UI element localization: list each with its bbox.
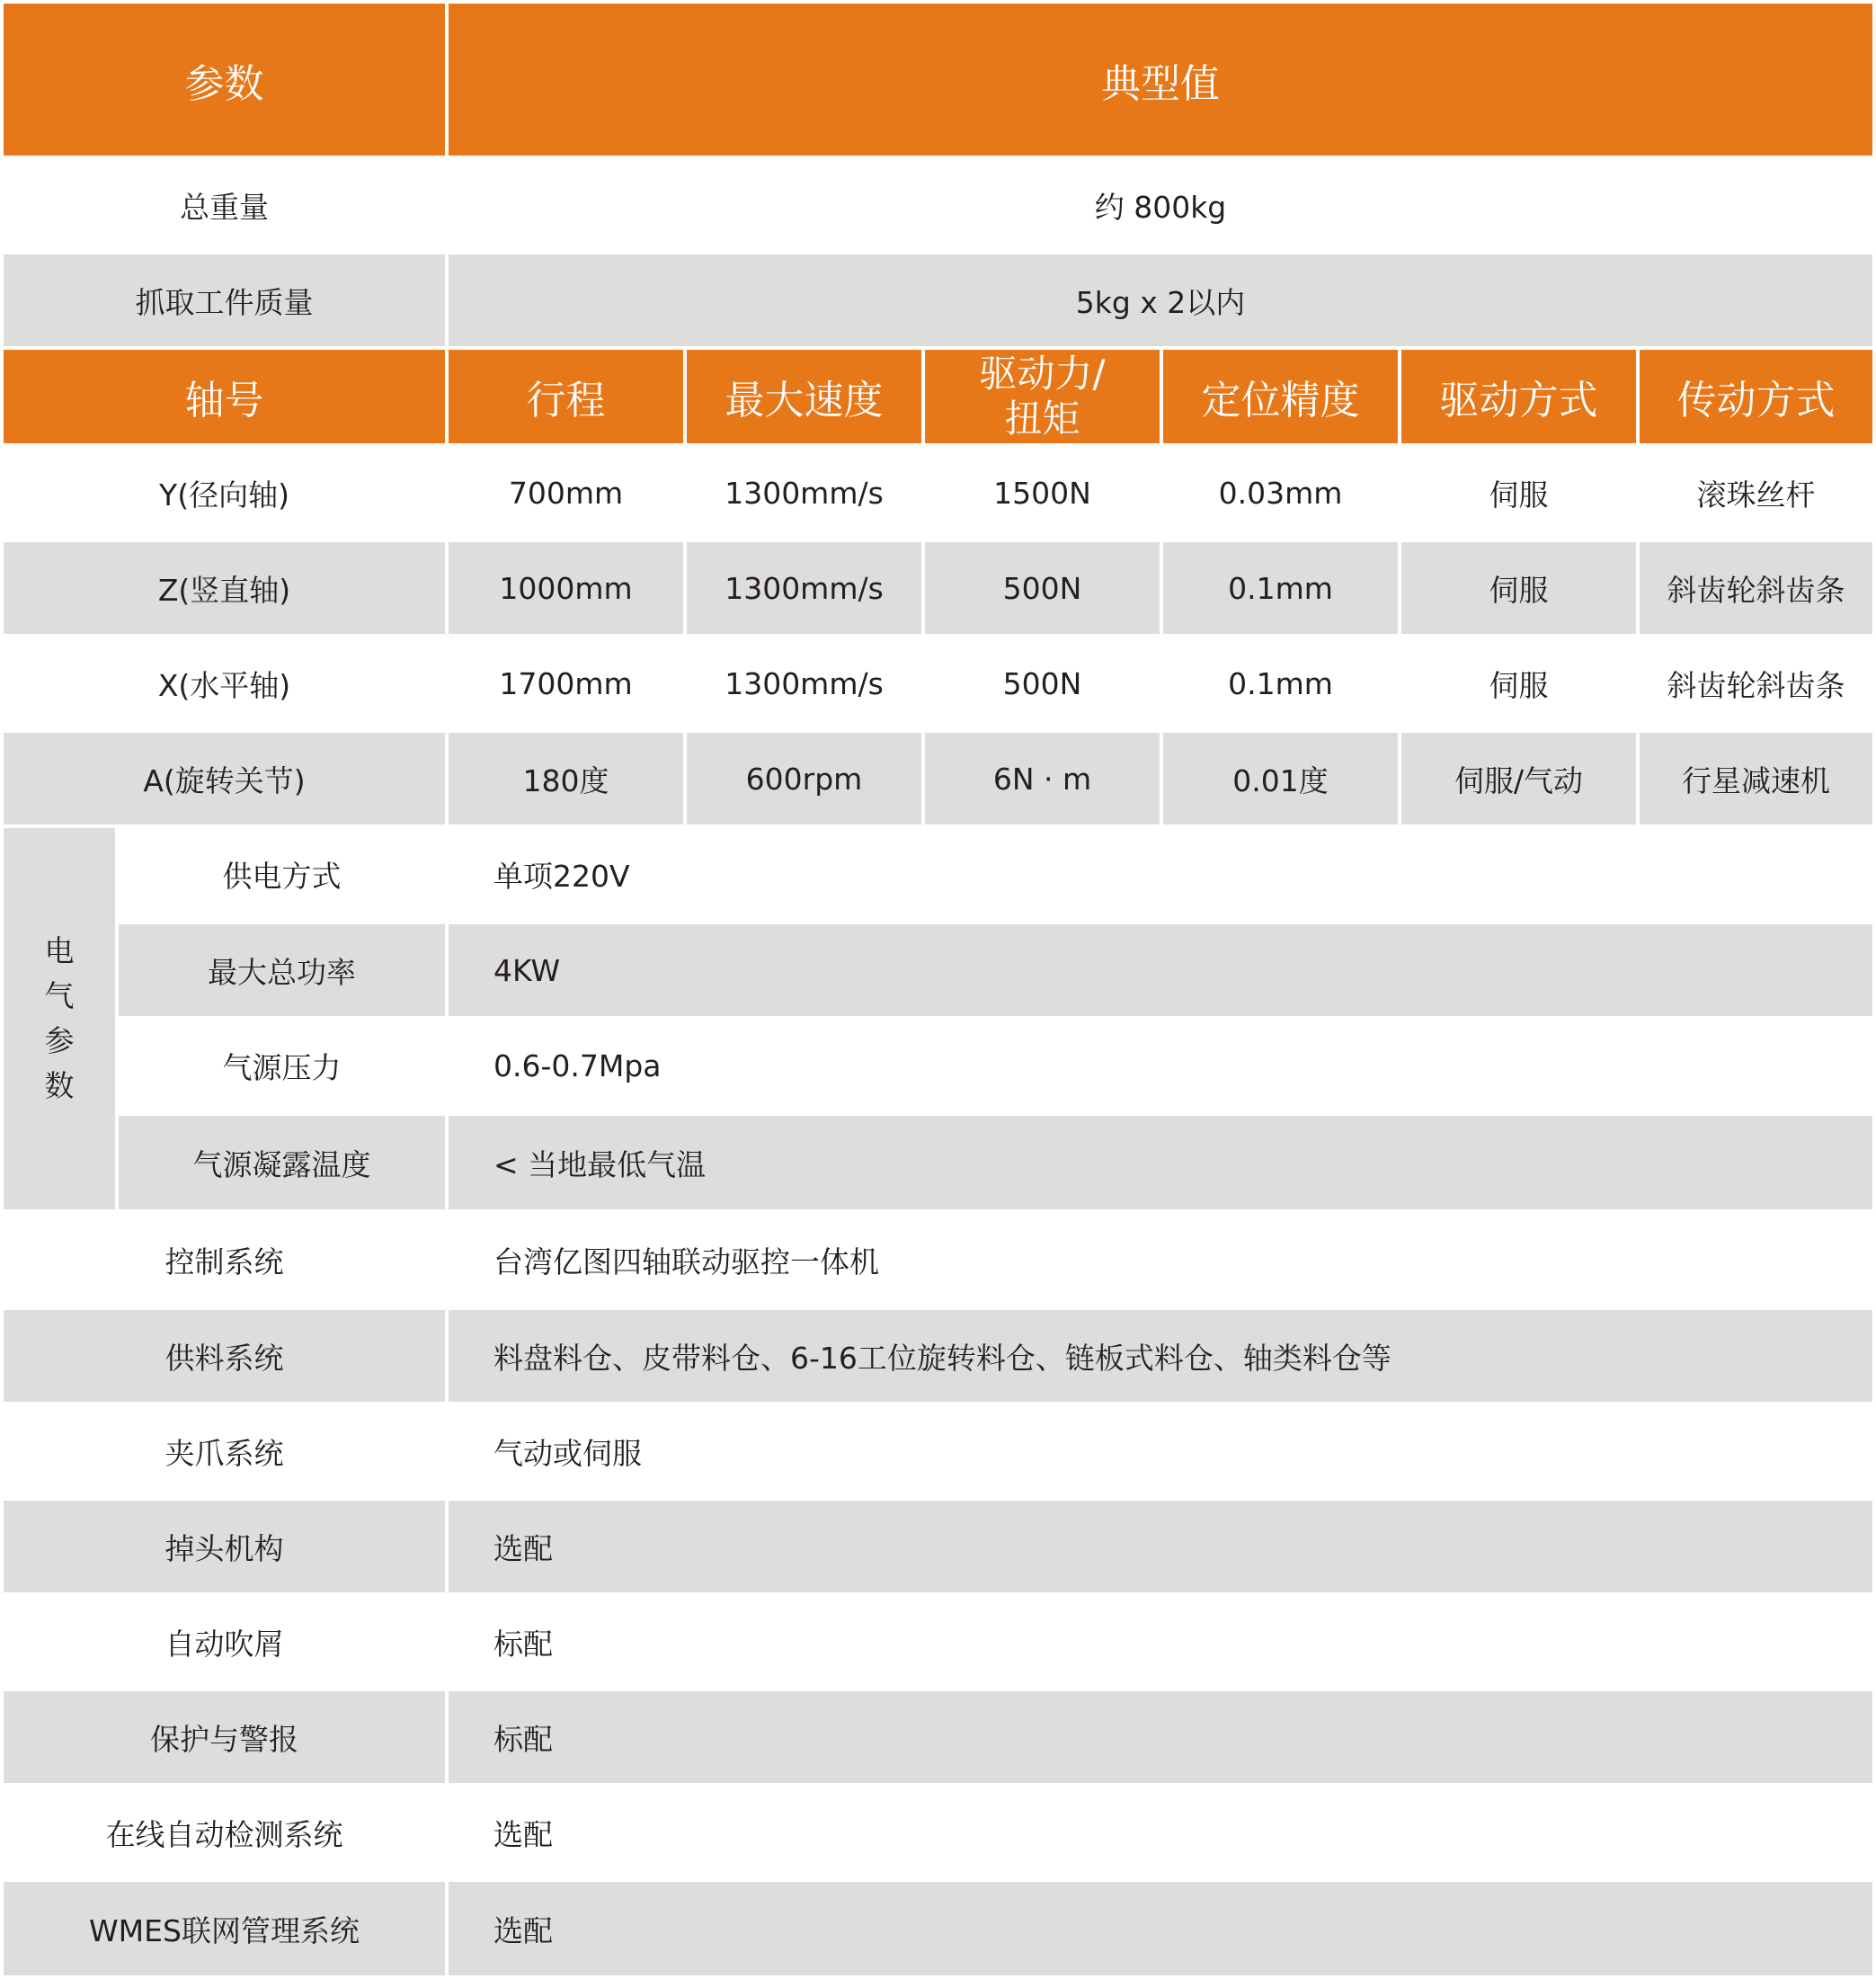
control-system-label: 控制系统 <box>164 1244 284 1279</box>
axis-header-stroke: 行程 <box>449 350 683 443</box>
chip-blowing-value: 标配 <box>493 1626 553 1662</box>
axis-row-y-stroke: 700mm <box>508 475 624 511</box>
axis-row-z-transmission: 斜齿轮斜齿条 <box>1640 542 1872 634</box>
axis-row-a-drive: 伺服/气动 <box>1401 733 1636 825</box>
total-weight-label: 总重量 <box>180 189 269 225</box>
wmes-label: WMES联网管理系统 <box>4 1882 445 1975</box>
axis-row-a-force: 6N · m <box>925 733 1160 825</box>
axis-header-drive-force <box>925 350 1160 443</box>
axis-header-drive-force-line1: 驱动力/ <box>979 352 1106 396</box>
chip-blowing-label: 自动吹屑 <box>164 1626 284 1662</box>
axis-row-a-transmission: 行星减速机 <box>1640 733 1872 825</box>
electrical-group-char-1: 电 <box>44 933 75 968</box>
axis-row-x-precision: 0.1mm <box>1228 665 1333 701</box>
axis-row-z-stroke: 1000mm <box>449 542 683 634</box>
online-inspection-label: 在线自动检测系统 <box>105 1816 343 1852</box>
protection-alarm-value: 标配 <box>449 1691 1872 1783</box>
axis-row-x-force: 500N <box>1002 665 1082 701</box>
axis-row-y-drive: 伺服 <box>1489 477 1549 513</box>
wmes-value: 选配 <box>449 1882 1872 1975</box>
axis-row-a-name: A(旋转关节) <box>4 733 445 825</box>
axis-row-y-name: Y(径向轴) <box>159 477 289 513</box>
axis-row-y-precision: 0.03mm <box>1218 475 1343 511</box>
axis-row-z-speed: 1300mm/s <box>687 542 921 634</box>
header-param: 参数 <box>4 4 445 156</box>
axis-row-z-force: 500N <box>925 542 1160 634</box>
axis-header-transmission: 传动方式 <box>1640 350 1872 443</box>
axis-row-x-name: X(水平轴) <box>157 667 291 703</box>
total-weight-value: 约 800kg <box>1094 189 1227 225</box>
air-pressure-label: 气源压力 <box>222 1050 342 1085</box>
header-typical: 典型值 <box>449 4 1872 156</box>
axis-row-x-stroke: 1700mm <box>499 665 633 701</box>
axis-row-a-speed: 600rpm <box>687 733 921 825</box>
gripper-system-label: 夹爪系统 <box>164 1435 284 1471</box>
axis-header-axis: 轴号 <box>4 350 445 443</box>
air-pressure-value: 0.6-0.7Mpa <box>493 1048 662 1083</box>
axis-row-y-speed: 1300mm/s <box>725 475 884 511</box>
axis-row-z-drive: 伺服 <box>1401 542 1636 634</box>
dew-point-value: < 当地最低气温 <box>449 1116 1872 1209</box>
axis-row-x-speed: 1300mm/s <box>725 665 884 701</box>
feeding-system-label: 供料系统 <box>4 1310 445 1402</box>
axis-row-x-drive: 伺服 <box>1489 667 1549 703</box>
max-power-value: 4KW <box>449 924 1872 1016</box>
electrical-group-label <box>4 828 115 1209</box>
online-inspection-value: 选配 <box>493 1816 553 1852</box>
electrical-group-char-2: 气 <box>44 978 75 1013</box>
axis-header-drive-mode: 驱动方式 <box>1401 350 1636 443</box>
max-power-label: 最大总功率 <box>119 924 445 1016</box>
axis-row-z-name: Z(竖直轴) <box>4 542 445 634</box>
feeding-system-value: 料盘料仓、皮带料仓、6-16工位旋转料仓、链板式料仓、轴类料仓等 <box>449 1310 1872 1402</box>
axis-row-z-precision: 0.1mm <box>1163 542 1398 634</box>
protection-alarm-label: 保护与警报 <box>4 1691 445 1783</box>
axis-header-precision: 定位精度 <box>1163 350 1398 443</box>
dew-point-label: 气源凝露温度 <box>119 1116 445 1209</box>
axis-header-drive-force-line2: 扭矩 <box>1004 397 1080 441</box>
gripper-system-value: 气动或伺服 <box>493 1435 642 1471</box>
axis-header-max-speed: 最大速度 <box>687 350 921 443</box>
power-supply-value: 单项220V <box>493 859 630 894</box>
axis-row-a-precision: 0.01度 <box>1163 733 1398 825</box>
control-system-value: 台湾亿图四轴联动驱控一体机 <box>493 1244 879 1279</box>
axis-row-y-force: 1500N <box>993 475 1091 511</box>
grip-mass-value: 5kg x 2以内 <box>449 254 1872 346</box>
power-supply-label: 供电方式 <box>222 859 342 894</box>
axis-row-x-transmission: 斜齿轮斜齿条 <box>1667 667 1845 703</box>
turnover-mechanism-label: 掉头机构 <box>4 1501 445 1592</box>
grip-mass-label: 抓取工件质量 <box>4 254 445 346</box>
electrical-group-char-4: 数 <box>44 1068 75 1103</box>
axis-row-a-stroke: 180度 <box>449 733 683 825</box>
axis-row-y-transmission: 滚珠丝杆 <box>1696 477 1816 513</box>
turnover-mechanism-value: 选配 <box>449 1501 1872 1592</box>
electrical-group-char-3: 参 <box>44 1023 75 1058</box>
